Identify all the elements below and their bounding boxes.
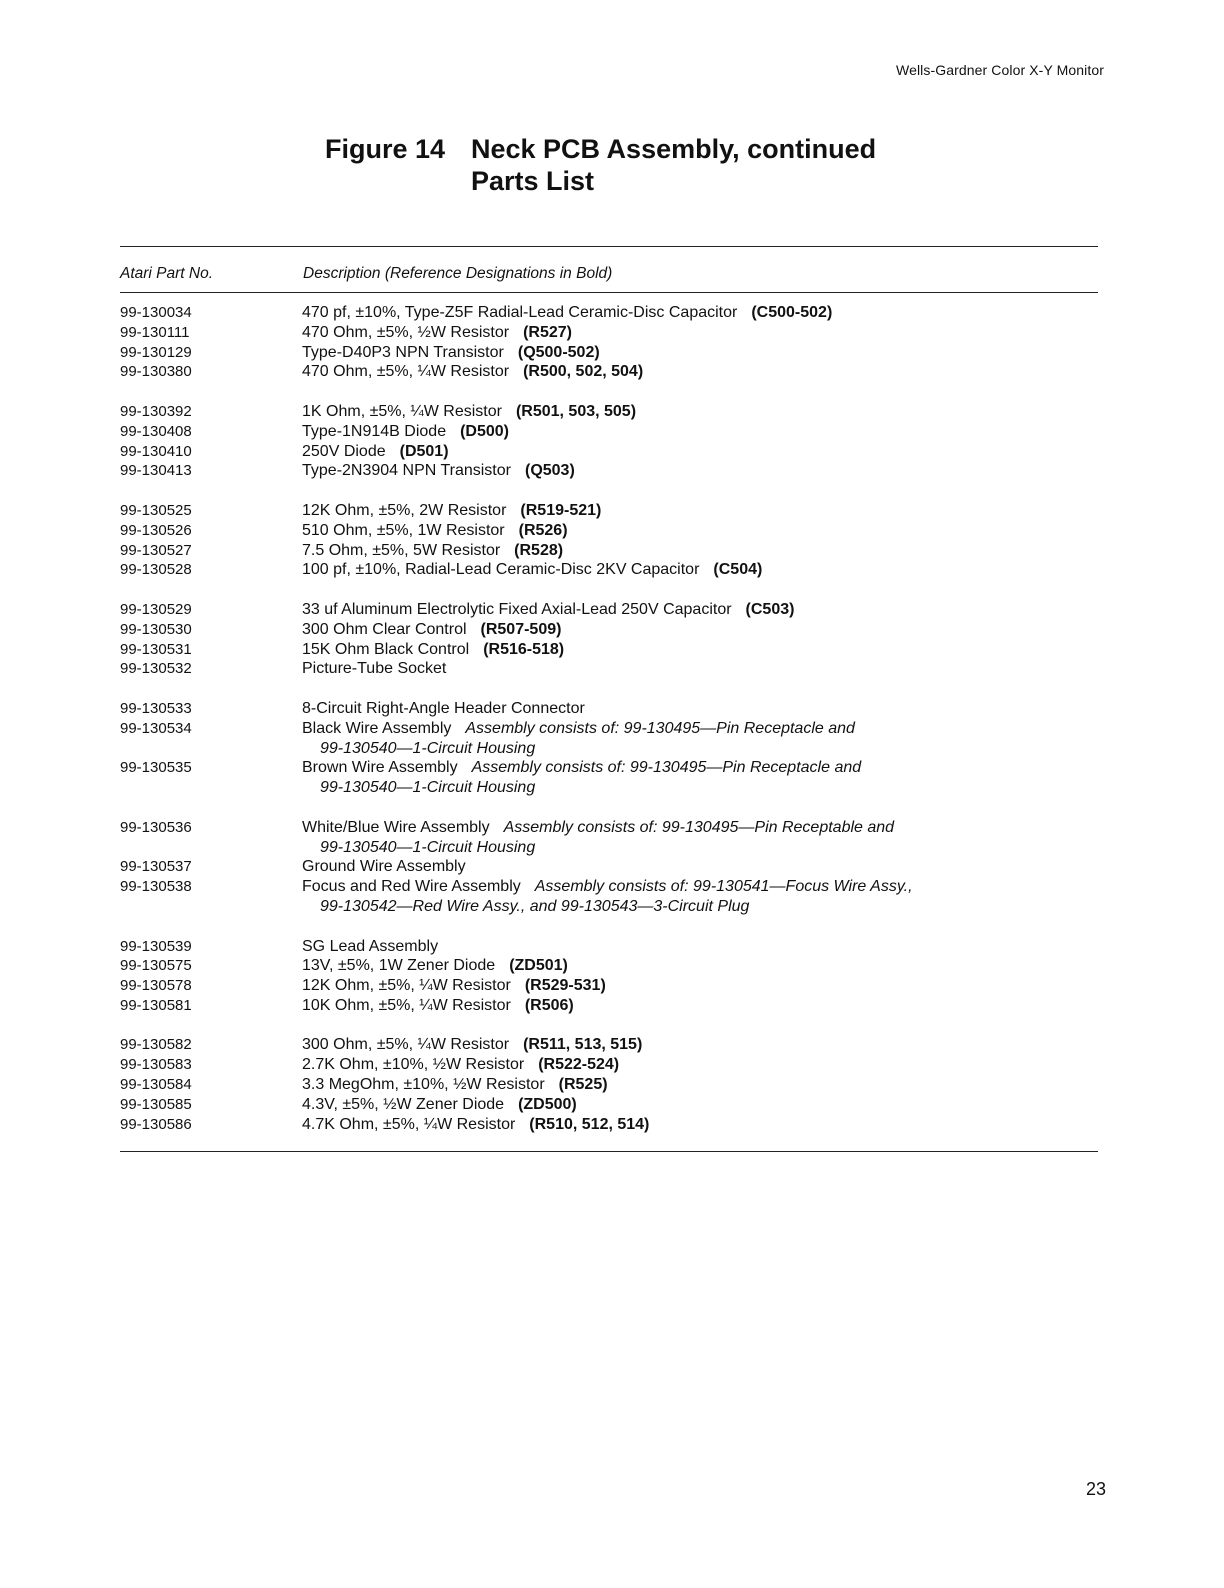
part-description-cell <box>302 956 1098 976</box>
part-row <box>120 402 1098 422</box>
part-description: 13V, ±5%, 1W Zener Diode <box>302 957 496 975</box>
page-number: 23 <box>1085 1479 1106 1499</box>
column-header-part-no: Atari Part No. <box>120 265 214 282</box>
part-number: 99-130538 <box>120 878 192 896</box>
figure-number: Figure 14 <box>325 134 446 164</box>
reference-designation: (R501, 503, 505) <box>515 402 637 420</box>
part-number: 99-130525 <box>120 501 192 519</box>
reference-designation: (R522-524) <box>538 1056 620 1074</box>
part-description: Ground Wire Assembly <box>302 858 466 876</box>
parts-group <box>120 303 1098 382</box>
part-row <box>120 640 1098 660</box>
part-number: 99-130582 <box>120 1036 192 1054</box>
part-description-cell <box>302 323 1098 343</box>
reference-designation: (R528) <box>514 541 564 559</box>
part-number: 99-130581 <box>120 996 192 1014</box>
part-number: 99-130527 <box>120 541 192 559</box>
parts-group <box>120 501 1098 580</box>
part-description-cell <box>302 1055 1098 1075</box>
reference-designation: (ZD501) <box>509 957 568 975</box>
part-description-cell <box>302 461 1098 481</box>
part-number: 99-130410 <box>120 442 192 460</box>
part-description-cell <box>302 818 1098 858</box>
part-description: Type-2N3904 NPN Transistor <box>302 462 511 480</box>
part-description: 300 Ohm, ±5%, ¼W Resistor <box>302 1036 510 1054</box>
part-description-cell <box>302 640 1098 660</box>
part-row <box>120 818 1098 858</box>
part-description: Picture-Tube Socket <box>302 660 447 678</box>
part-number: 99-130586 <box>120 1115 192 1133</box>
part-description-cell <box>302 1035 1098 1055</box>
assembly-note: Assembly consists of: 99-130495—Pin Receptacle and <box>471 759 862 777</box>
part-number: 99-130533 <box>120 699 192 717</box>
assembly-note-continued: 99-130542—Red Wire Assy., and 99-130543—3-Circuit Plug <box>320 897 750 915</box>
part-description: White/Blue Wire Assembly <box>302 818 490 836</box>
part-description: 4.7K Ohm, ±5%, ¼W Resistor <box>302 1115 516 1133</box>
assembly-note: Assembly consists of: 99-130495—Pin Receptacle and <box>465 719 855 737</box>
part-description: 470 Ohm, ±5%, ¼W Resistor <box>302 363 510 381</box>
part-number: 99-130532 <box>120 660 192 678</box>
part-description-cell <box>302 877 1098 917</box>
part-row <box>120 758 1098 798</box>
part-description-cell <box>302 758 1098 798</box>
assembly-note: Assembly consists of: 99-130495—Pin Receptable and <box>503 818 895 836</box>
part-description: 300 Ohm Clear Control <box>302 620 467 638</box>
part-number: 99-130534 <box>120 719 192 737</box>
reference-designation: (R516-518) <box>483 640 565 658</box>
part-description-cell <box>302 402 1098 422</box>
part-description-cell <box>302 996 1098 1016</box>
part-number: 99-130529 <box>120 600 192 618</box>
part-description-cell <box>302 719 1098 759</box>
part-description: 470 Ohm, ±5%, ½W Resistor <box>302 323 510 341</box>
assembly-note-continued: 99-130540—1-Circuit Housing <box>320 838 536 856</box>
part-description-cell <box>302 343 1098 363</box>
reference-designation: (D501) <box>399 442 449 460</box>
part-description: Type-1N914B Diode <box>302 422 447 440</box>
part-description: Type-D40P3 NPN Transistor <box>302 343 504 361</box>
figure-title <box>325 133 876 197</box>
part-row <box>120 501 1098 521</box>
header-rule <box>120 292 1098 293</box>
bottom-rule <box>120 1151 1098 1152</box>
part-description: 4.3V, ±5%, ½W Zener Diode <box>302 1095 505 1113</box>
part-row <box>120 996 1098 1016</box>
part-row <box>120 1115 1098 1135</box>
reference-designation: (R519-521) <box>520 501 602 519</box>
part-number: 99-130537 <box>120 858 192 876</box>
part-description: 100 pf, ±10%, Radial-Lead Ceramic-Disc 2KV Capacitor <box>302 561 700 579</box>
part-row <box>120 461 1098 481</box>
part-description-cell <box>302 442 1098 462</box>
part-description: Brown Wire Assembly <box>302 759 458 777</box>
part-row <box>120 442 1098 462</box>
part-number: 99-130526 <box>120 521 192 539</box>
reference-designation: (R526) <box>518 521 568 539</box>
part-number: 99-130584 <box>120 1076 192 1094</box>
part-description: 8-Circuit Right-Angle Header Connector <box>302 699 585 717</box>
reference-designation: (R500, 502, 504) <box>523 363 644 381</box>
reference-designation: (R507-509) <box>480 620 562 638</box>
part-number: 99-130392 <box>120 402 192 420</box>
part-number: 99-130528 <box>120 561 192 579</box>
part-description-cell <box>302 521 1098 541</box>
part-number: 99-130578 <box>120 977 192 995</box>
part-description: 15K Ohm Black Control <box>302 640 470 658</box>
part-row <box>120 877 1098 917</box>
reference-designation: (R525) <box>558 1076 608 1094</box>
reference-designation: (Q500-502) <box>517 343 600 361</box>
part-row <box>120 560 1098 580</box>
part-row <box>120 422 1098 442</box>
part-description-cell <box>302 620 1098 640</box>
part-description-cell <box>302 857 1098 877</box>
part-row <box>120 620 1098 640</box>
part-number: 99-130585 <box>120 1095 192 1113</box>
part-row <box>120 1055 1098 1075</box>
reference-designation: (R529-531) <box>524 977 606 995</box>
part-description: 3.3 MegOhm, ±10%, ½W Resistor <box>302 1076 545 1094</box>
part-number: 99-130531 <box>120 640 192 658</box>
running-header: Wells-Gardner Color X-Y Monitor <box>896 62 1104 78</box>
parts-group <box>120 699 1098 798</box>
part-description: 12K Ohm, ±5%, ¼W Resistor <box>302 977 511 995</box>
part-row <box>120 343 1098 363</box>
part-row <box>120 956 1098 976</box>
part-description: Focus and Red Wire Assembly <box>302 878 521 896</box>
part-row <box>120 1095 1098 1115</box>
part-description: 250V Diode <box>302 442 386 460</box>
part-description-cell <box>302 1115 1098 1135</box>
part-row <box>120 937 1098 957</box>
part-row <box>120 323 1098 343</box>
part-row <box>120 600 1098 620</box>
part-number: 99-130129 <box>120 343 192 361</box>
reference-designation: (R527) <box>523 323 572 341</box>
part-description-cell <box>302 937 1098 957</box>
part-number: 99-130535 <box>120 759 192 777</box>
part-number: 99-130583 <box>120 1056 192 1074</box>
part-row <box>120 857 1098 877</box>
part-description-cell <box>302 541 1098 561</box>
part-number: 99-130575 <box>120 957 192 975</box>
part-description: Black Wire Assembly <box>302 719 452 737</box>
part-number: 99-130539 <box>120 937 192 955</box>
figure-subtitle: Parts List <box>471 166 595 196</box>
part-number: 99-130536 <box>120 818 192 836</box>
reference-designation: (C500-502) <box>751 304 833 321</box>
part-description: 7.5 Ohm, ±5%, 5W Resistor <box>302 541 501 559</box>
part-row <box>120 541 1098 561</box>
parts-group <box>120 1035 1098 1134</box>
part-description: 470 pf, ±10%, Type-Z5F Radial-Lead Ceramic-Disc Capacitor <box>302 304 738 321</box>
reference-designation: (ZD500) <box>518 1095 577 1113</box>
part-description-cell <box>302 362 1098 382</box>
figure-name: Neck PCB Assembly, continued <box>471 134 877 164</box>
part-description-cell <box>302 699 1098 719</box>
part-row <box>120 659 1098 679</box>
part-description: 510 Ohm, ±5%, 1W Resistor <box>302 521 505 539</box>
part-description-cell <box>302 1095 1098 1115</box>
part-number: 99-130034 <box>120 304 192 321</box>
part-row <box>120 303 1098 323</box>
part-description-cell <box>302 501 1098 521</box>
reference-designation: (C504) <box>713 561 763 579</box>
part-number: 99-130413 <box>120 462 192 480</box>
parts-group <box>120 600 1098 679</box>
part-description: SG Lead Assembly <box>302 937 439 955</box>
part-description: 10K Ohm, ±5%, ¼W Resistor <box>302 996 511 1014</box>
part-row <box>120 719 1098 759</box>
part-description-cell <box>302 976 1098 996</box>
assembly-note: Assembly consists of: 99-130541—Focus Wire Assy., <box>534 878 913 896</box>
part-number: 99-130380 <box>120 363 192 381</box>
parts-group <box>120 937 1098 1016</box>
part-row <box>120 699 1098 719</box>
column-header-description: Description (Reference Designations in Bold) <box>303 265 613 282</box>
parts-group <box>120 402 1098 481</box>
reference-designation: (C503) <box>745 600 795 618</box>
reference-designation: (D500) <box>460 422 509 440</box>
part-description: 1K Ohm, ±5%, ¼W Resistor <box>302 402 502 420</box>
reference-designation: (Q503) <box>524 462 575 480</box>
part-description-cell <box>302 1075 1098 1095</box>
parts-group <box>120 818 1098 917</box>
part-description: 2.7K Ohm, ±10%, ½W Resistor <box>302 1056 525 1074</box>
part-description-cell <box>302 560 1098 580</box>
reference-designation: (R506) <box>524 996 574 1014</box>
part-description-cell <box>302 600 1098 620</box>
part-description-cell <box>302 422 1098 442</box>
part-row <box>120 362 1098 382</box>
parts-list <box>120 303 1098 1154</box>
part-row <box>120 1035 1098 1055</box>
part-description: 12K Ohm, ±5%, 2W Resistor <box>302 501 507 519</box>
part-number: 99-130111 <box>120 323 190 341</box>
part-row <box>120 521 1098 541</box>
part-row <box>120 976 1098 996</box>
assembly-note-continued: 99-130540—1-Circuit Housing <box>320 779 536 797</box>
part-number: 99-130530 <box>120 620 192 638</box>
reference-designation: (R510, 512, 514) <box>529 1115 650 1133</box>
top-rule <box>120 246 1098 247</box>
part-description-cell <box>302 659 1098 679</box>
assembly-note-continued: 99-130540—1-Circuit Housing <box>320 739 536 757</box>
part-number: 99-130408 <box>120 422 192 440</box>
reference-designation: (R511, 513, 515) <box>523 1036 643 1054</box>
part-description: 33 uf Aluminum Electrolytic Fixed Axial-Lead 250V Capacitor <box>302 600 732 618</box>
part-row <box>120 1075 1098 1095</box>
part-description-cell <box>302 303 1098 323</box>
